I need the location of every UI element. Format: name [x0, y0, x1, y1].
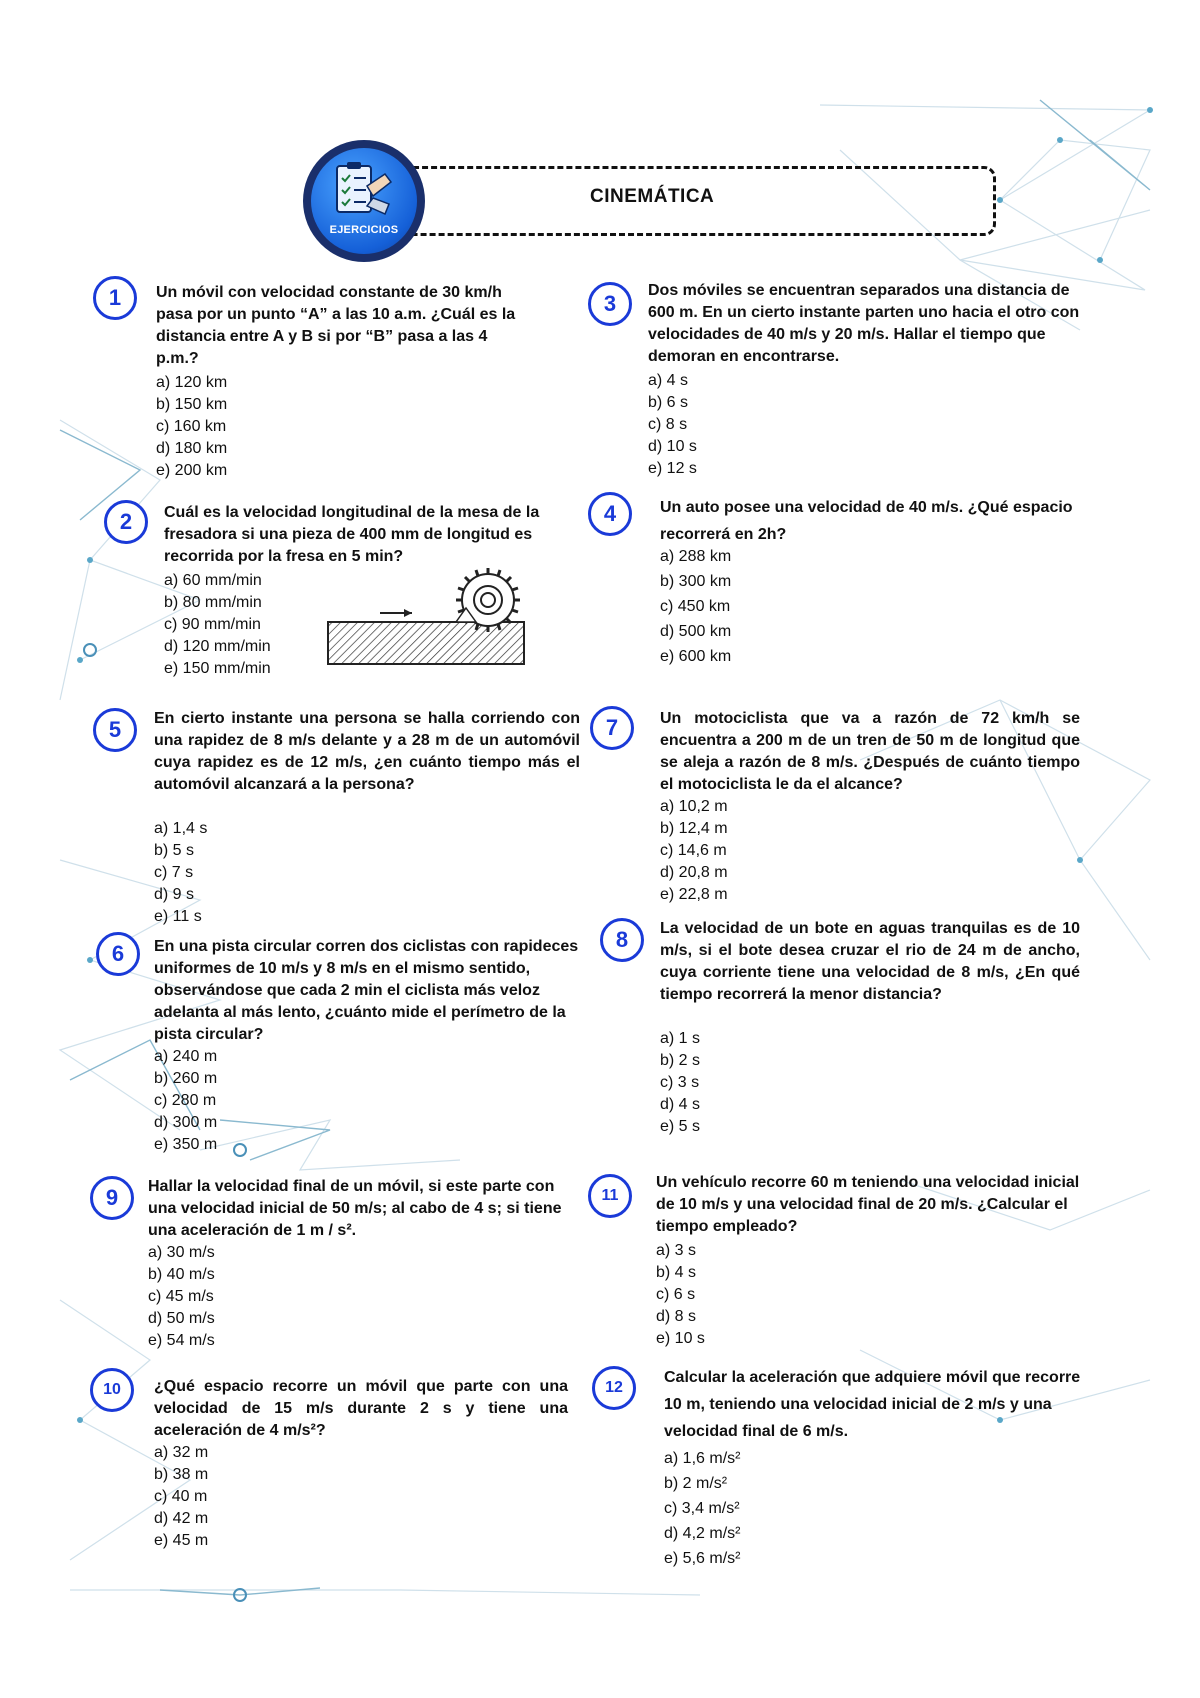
option: d) 120 mm/min	[164, 638, 271, 655]
option: d) 50 m/s	[148, 1310, 215, 1327]
option: e) 5,6 m/s²	[664, 1550, 741, 1567]
option: b) 4 s	[656, 1264, 697, 1281]
option: d) 500 km	[660, 623, 732, 640]
question-text: La velocidad de un bote en aguas tranquilas es de 10 m/s, si el bote desea cruzar el rio de 24 m de ancho, cuya corriente tiene una velocidad de 8 m/s, ¿En qué tiempo recorrerá la menor distancia?	[660, 920, 1080, 1003]
option: a) 10,2 m	[660, 798, 728, 815]
option: c) 280 m	[154, 1092, 217, 1109]
option: d) 300 m	[154, 1114, 218, 1131]
option: b) 300 km	[660, 573, 732, 590]
option: a) 60 mm/min	[164, 572, 262, 589]
option: a) 1,4 s	[154, 820, 208, 837]
answer-options	[156, 372, 227, 482]
option: a) 120 km	[156, 374, 228, 391]
question-number-badge: 10	[90, 1368, 134, 1412]
option: c) 40 m	[154, 1488, 208, 1505]
page-title: CINEMÁTICA	[590, 186, 715, 207]
answer-options	[660, 1028, 700, 1138]
option: d) 42 m	[154, 1510, 209, 1527]
option: d) 8 s	[656, 1308, 697, 1325]
option: a) 4 s	[648, 372, 689, 389]
option: e) 350 m	[154, 1136, 218, 1153]
option: a) 32 m	[154, 1444, 209, 1461]
answer-options	[664, 1446, 740, 1571]
option: c) 7 s	[154, 864, 194, 881]
question-text: Hallar la velocidad final de un móvil, si este parte con una velocidad inicial de 50 m/s; al cabo de 4 s; si tiene una aceleración de 1 m / s².	[148, 1178, 562, 1239]
option: e) 12 s	[648, 460, 697, 477]
option: a) 30 m/s	[148, 1244, 215, 1261]
option: e) 54 m/s	[148, 1332, 215, 1349]
option: a) 1,6 m/s²	[664, 1450, 741, 1467]
answer-options	[154, 1046, 217, 1156]
answer-options	[148, 1242, 215, 1352]
question-text: ¿Qué espacio recorre un móvil que parte con una velocidad de 15 m/s durante 2 s y tiene una aceleración de 4 m/s²?	[154, 1378, 568, 1439]
clipboard-icon	[303, 140, 425, 262]
option: d) 180 km	[156, 440, 228, 457]
option: e) 10 s	[656, 1330, 705, 1347]
question-text: Cuál es la velocidad longitudinal de la mesa de la fresadora si una pieza de 400 mm de longitud es recorrida por la fresa en 5 min?	[164, 504, 540, 565]
answer-options	[648, 370, 697, 480]
question-text: Dos móviles se encuentran separados una distancia de 600 m. En un cierto instante parten uno hacia el otro con velocidades de 40 m/s y 20 m/s. Hallar el tiempo que demoran en encontrarse.	[648, 282, 1080, 365]
milling-table-figure	[320, 566, 540, 670]
question-text: Un auto posee una velocidad de 40 m/s. ¿Qué espacio recorrerá en 2h?	[660, 499, 1073, 543]
option: b) 5 s	[154, 842, 195, 859]
option: a) 3 s	[656, 1242, 697, 1259]
question-number-badge: 7	[590, 706, 634, 750]
option: a) 288 km	[660, 548, 732, 565]
answer-options	[656, 1240, 705, 1350]
question-number-badge: 11	[588, 1174, 632, 1218]
option: b) 40 m/s	[148, 1266, 215, 1283]
option: c) 450 km	[660, 598, 731, 615]
answer-options	[660, 544, 731, 669]
option: c) 3,4 m/s²	[664, 1500, 740, 1517]
option: d) 10 s	[648, 438, 697, 455]
option: e) 5 s	[660, 1118, 701, 1135]
question-number-badge: 6	[96, 932, 140, 976]
answer-options	[154, 818, 207, 928]
option: b) 80 mm/min	[164, 594, 262, 611]
option: d) 4 s	[660, 1096, 701, 1113]
question-text: Calcular la aceleración que adquiere móvil que recorre 10 m, teniendo una velocidad inicial de 2 m/s y una velocidad final de 6 m/s.	[664, 1369, 1081, 1440]
question-number-badge: 2	[104, 500, 148, 544]
question-text: Un motociclista que va a razón de 72 km/h se encuentra a 200 m de un tren de 50 m de longitud que se aleja a razón de 8 m/s. ¿Después de cuánto tiempo el motociclista le da el alcance?	[660, 710, 1080, 793]
exercises-logo	[303, 140, 425, 262]
question-number-badge: 4	[588, 492, 632, 536]
option: a) 240 m	[154, 1048, 218, 1065]
option: d) 9 s	[154, 886, 195, 903]
answer-options	[164, 570, 271, 680]
question-number-badge: 9	[90, 1176, 134, 1220]
question-number-badge: 1	[93, 276, 137, 320]
question-number-badge: 5	[93, 708, 137, 752]
question-text: Un vehículo recorre 60 m teniendo una velocidad inicial de 10 m/s y una velocidad final de 20 m/s. ¿Calcular el tiempo empleado?	[656, 1174, 1080, 1235]
question-number-badge: 8	[600, 918, 644, 962]
option: b) 2 m/s²	[664, 1475, 728, 1492]
question-number-badge: 3	[588, 282, 632, 326]
option: c) 160 km	[156, 418, 227, 435]
option: c) 45 m/s	[148, 1288, 214, 1305]
question-text: En una pista circular corren dos ciclistas con rapideces uniformes de 10 m/s y 8 m/s en el mismo sentido, observándose que cada 2 min el ciclista más veloz adelanta al más lento, ¿cuánto mide el perímetro de la pista circular?	[154, 938, 579, 1043]
option: b) 12,4 m	[660, 820, 728, 837]
option: b) 38 m	[154, 1466, 209, 1483]
option: b) 2 s	[660, 1052, 701, 1069]
option: e) 45 m	[154, 1532, 209, 1549]
answer-options	[660, 796, 728, 906]
option: e) 22,8 m	[660, 886, 728, 903]
option: b) 6 s	[648, 394, 689, 411]
option: b) 260 m	[154, 1070, 218, 1087]
question-text: En cierto instante una persona se halla corriendo con una rapidez de 8 m/s delante y a 28 m de un automóvil cuya rapidez es de 12 m/s, ¿en cuánto tiempo más el automóvil alcanzará a la persona?	[154, 710, 580, 793]
option: a) 1 s	[660, 1030, 701, 1047]
option: e) 600 km	[660, 648, 732, 665]
option: d) 4,2 m/s²	[664, 1525, 741, 1542]
logo-label: EJERCICIOS	[329, 224, 399, 236]
answer-options	[154, 1442, 208, 1552]
option: e) 150 mm/min	[164, 660, 271, 677]
option: c) 90 mm/min	[164, 616, 261, 633]
option: d) 20,8 m	[660, 864, 728, 881]
option: c) 3 s	[660, 1074, 700, 1091]
question-number-badge: 12	[592, 1366, 636, 1410]
question-text: Un móvil con velocidad constante de 30 km/h pasa por un punto “A” a las 10 a.m. ¿Cuál es la distancia entre A y B si por “B” pasa a las 4 p.m.?	[156, 284, 516, 367]
option: e) 200 km	[156, 462, 228, 479]
option: b) 150 km	[156, 396, 228, 413]
option: c) 6 s	[656, 1286, 696, 1303]
option: e) 11 s	[154, 908, 202, 925]
option: c) 8 s	[648, 416, 688, 433]
option: c) 14,6 m	[660, 842, 727, 859]
